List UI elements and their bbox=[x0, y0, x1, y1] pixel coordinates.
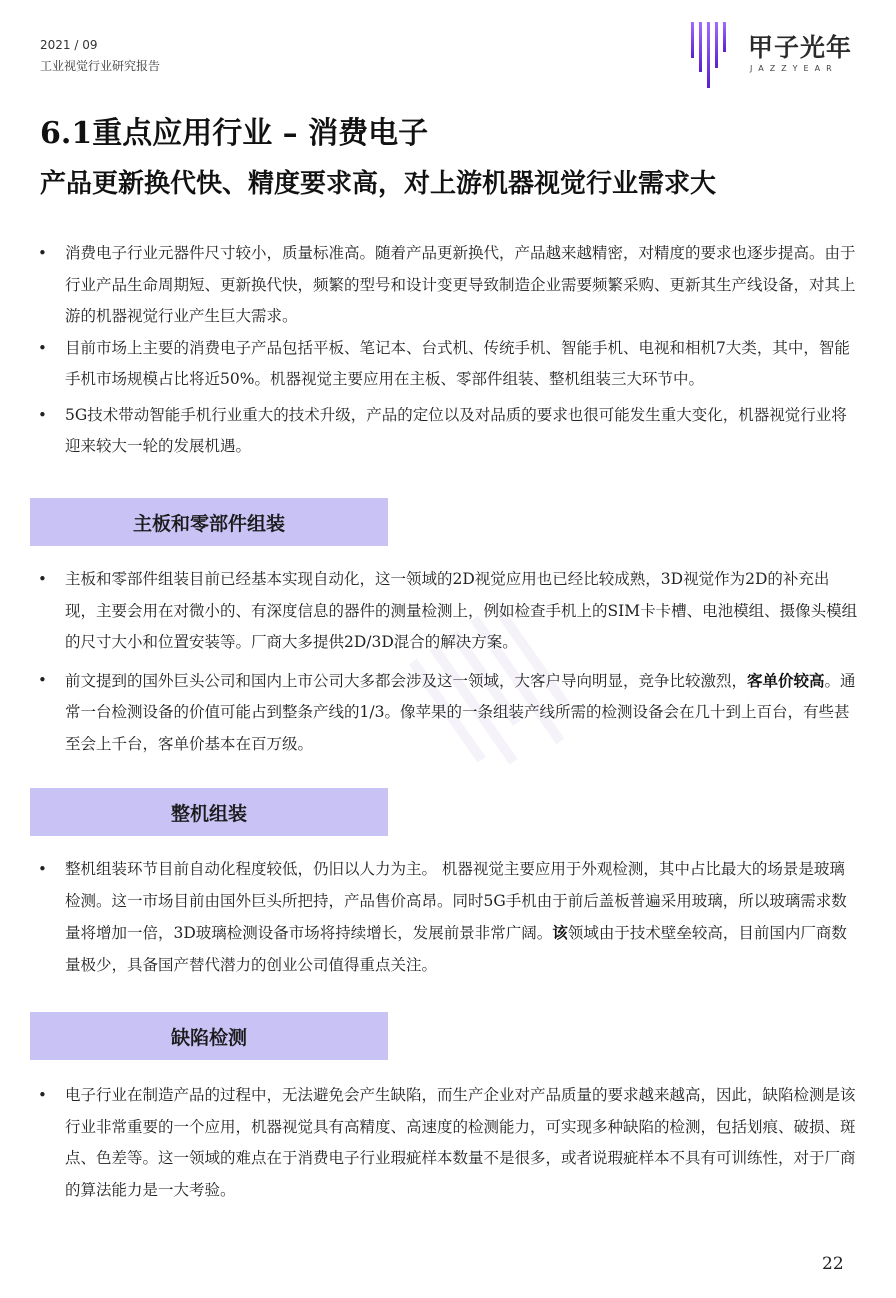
list-item: • 消费电子行业元器件尺寸较小，质量标准高。随着产品更新换代，产品越来越精密，对精度的要求也逐步提高。由于行业产品生命周期短、更新换代快，频繁的型号和设计变更导致制造企业需要频繁采购、更新其生产线设备，对其上游的机器视觉行业产生巨大需求。 bbox=[38, 238, 858, 333]
section-heading-motherboard: 主板和零部件组装 bbox=[30, 498, 388, 546]
section-defect-list bbox=[38, 1080, 858, 1206]
bullet-icon: • bbox=[38, 1086, 47, 1104]
intro-list bbox=[38, 238, 858, 463]
bullet-icon: • bbox=[38, 860, 47, 878]
bullet-icon: • bbox=[38, 570, 47, 588]
report-date: 2021 / 09 bbox=[40, 38, 98, 52]
section-heading-defect-detection: 缺陷检测 bbox=[30, 1012, 388, 1060]
list-item: • 主板和零部件组装目前已经基本实现自动化，这一领域的2D视觉应用也已经比较成熟，3D视觉作为2D的补充出现，主要会用在对微小的、有深度信息的器件的测量检测上，例如检查手机上的SIM卡卡槽、电池模组、摄像头模组的尺寸大小和位置安装等。厂商大多提供2D/3D混合的解决方案。 bbox=[38, 564, 858, 659]
logo-bars-icon bbox=[690, 20, 734, 90]
report-name: 工业视觉行业研究报告 bbox=[40, 59, 161, 73]
page-number: 22 bbox=[822, 1254, 844, 1274]
section-motherboard-list bbox=[38, 564, 858, 760]
section-assembly-list bbox=[38, 854, 858, 981]
emphasis-text: 客单价较高 bbox=[747, 670, 825, 690]
list-item: • 目前市场上主要的消费电子产品包括平板、笔记本、台式机、传统手机、智能手机、电视和相机7大类，其中，智能手机市场规模占比将近50%。机器视觉主要应用在主板、零部件组装、整机组装三大环节中。 bbox=[38, 333, 858, 396]
list-item: • 前文提到的国外巨头公司和国内上市公司大多都会涉及这一领域，大客户导向明显，竞争比较激烈，客单价较高。通常一台检测设备的价值可能占到整条产线的1/3。像苹果的一条组装产线所需的检测设备会在几十到上百台，有些甚至会上千台，客单价基本在百万级。 bbox=[38, 665, 858, 761]
list-item: • 整机组装环节目前自动化程度较低，仍旧以人力为主。 机器视觉主要应用于外观检测，其中占比最大的场景是玻璃检测。这一市场目前由国外巨头所把持，产品售价高昂。同时5G手机由于前后盖板普遍采用玻璃，所以玻璃需求数量将增加一倍，3D玻璃检测设备市场将持续增长，发展前景非常广阔。该领域由于技术壁垒较高，目前国内厂商数量极少，具备国产替代潜力的创业公司值得重点关注。 bbox=[38, 854, 858, 981]
logo-name-cn: 甲子光年 bbox=[748, 33, 853, 62]
brand-logo bbox=[690, 20, 860, 90]
emphasis-text: 该 bbox=[552, 923, 568, 942]
bullet-icon: • bbox=[38, 405, 47, 424]
bullet-icon: • bbox=[38, 670, 47, 689]
list-item: • 5G技术带动智能手机行业重大的技术升级，产品的定位以及对品质的要求也很可能发生重大变化，机器视觉行业将迎来较大一轮的发展机遇。 bbox=[38, 400, 858, 463]
page-subtitle: 产品更新换代快、精度要求高，对上游机器视觉行业需求大 bbox=[40, 169, 717, 199]
page-title: 6.1重点应用行业 – 消费电子 bbox=[40, 116, 429, 151]
bullet-icon: • bbox=[38, 244, 47, 262]
bullet-icon: • bbox=[38, 338, 47, 357]
section-heading-assembly: 整机组装 bbox=[30, 788, 388, 836]
logo-name-en: JAZZYEAR bbox=[750, 64, 838, 73]
list-item: • 电子行业在制造产品的过程中，无法避免会产生缺陷，而生产企业对产品质量的要求越来越高，因此，缺陷检测是该行业非常重要的一个应用，机器视觉具有高精度、高速度的检测能力，可实现多种缺陷的检测，包括划痕、破损、斑点、色差等。这一领域的难点在于消费电子行业瑕疵样本数量不是很多，或者说瑕疵样本不具有可训练性，对于厂商的算法能力是一大考验。 bbox=[38, 1080, 858, 1206]
